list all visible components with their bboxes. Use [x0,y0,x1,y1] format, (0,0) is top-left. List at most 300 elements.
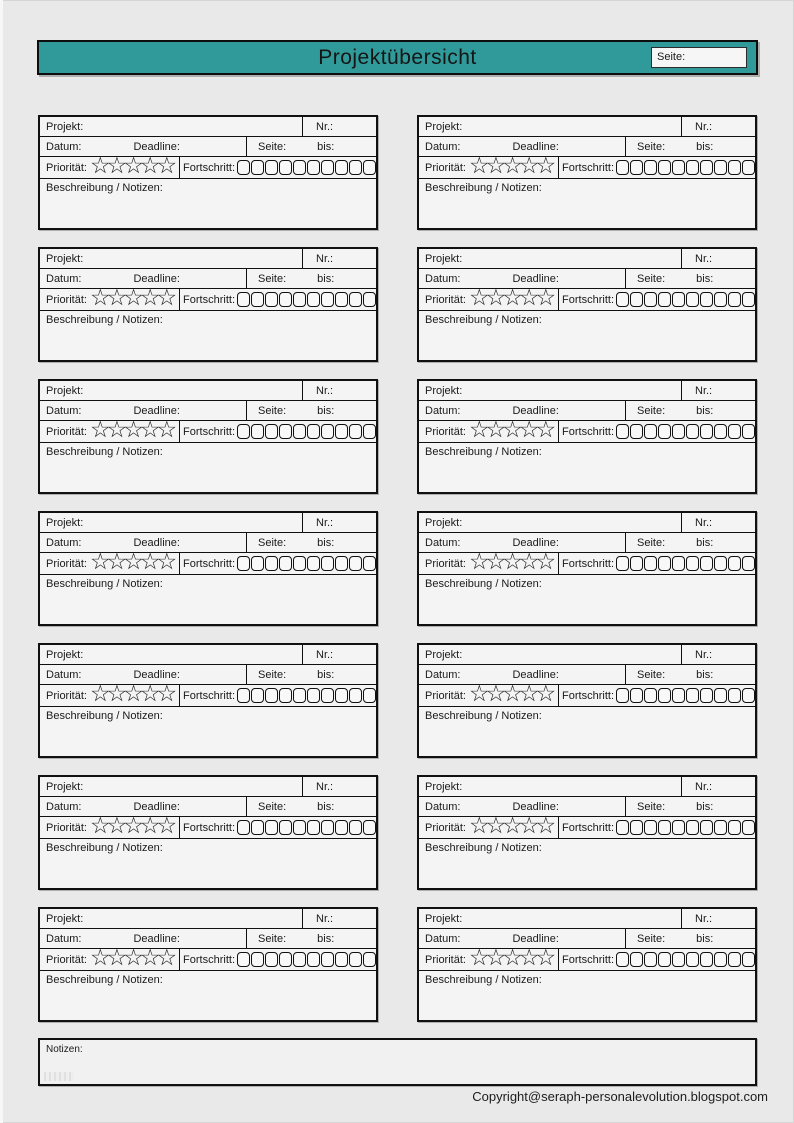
progress-checkbox [700,292,713,307]
bis-label: bis: [696,272,714,285]
progress-checkbox [714,688,727,703]
number-label: Nr.: [695,780,713,793]
card-row-dates [40,929,376,949]
priority-field [419,685,558,706]
card-row-dates [419,269,755,289]
date-deadline-field [40,137,246,156]
page-range-field [246,269,376,288]
progress-checkbox [658,688,671,703]
project-number-field [302,249,376,268]
progress-checkbox [335,556,348,571]
project-name-field [40,249,302,268]
progress-checkbox [265,292,278,307]
description-label: Beschreibung / Notizen: [46,314,163,326]
date-deadline-field [419,533,625,552]
seite-label: Seite: [637,404,666,417]
card-row-project [40,909,376,929]
number-label: Nr.: [316,384,334,397]
progress-label: Fortschritt: [183,953,235,966]
progress-checkbox [251,556,264,571]
progress-checkbox [672,820,685,835]
progress-checkbox [700,820,713,835]
project-name-field [40,645,302,664]
deadline-label: Deadline: [512,272,559,285]
date-label: Datum: [46,668,82,681]
progress-checkbox [279,424,292,439]
description-field [419,707,755,756]
progress-checkbox [700,160,713,175]
progress-checkbox [644,688,657,703]
card-row-dates [419,665,755,685]
date-deadline-field [419,929,625,948]
seite-label: Seite: [258,536,287,549]
page-number-label: Seite: [657,51,686,63]
progress-checkbox [349,952,362,967]
priority-field [40,289,179,310]
page-range-field [625,665,755,684]
card-row-project [419,645,755,665]
project-name-field [419,513,681,532]
progress-checkbox [293,820,306,835]
priority-label: Priorität: [46,161,87,174]
description-field [40,971,376,1020]
date-deadline-field [40,797,246,816]
card-row-dates [40,137,376,157]
description-label: Beschreibung / Notizen: [46,710,163,722]
priority-label: Priorität: [425,161,466,174]
progress-checkbox [644,160,657,175]
bis-label: bis: [696,404,714,417]
priority-field [419,157,558,178]
progress-checkbox [728,292,741,307]
project-name-field [419,249,681,268]
star-rating-icons: ☆☆☆☆☆ [468,553,553,574]
priority-label: Priorität: [425,821,466,834]
progress-checkbox [714,820,727,835]
project-label: Projekt: [46,516,84,529]
seite-label: Seite: [637,272,666,285]
star-rating-icons: ☆☆☆☆☆ [468,421,553,442]
progress-label: Fortschritt: [562,821,614,834]
priority-field [419,817,558,838]
date-deadline-field [419,401,625,420]
project-number-field [681,117,755,136]
card-row-priority-progress [419,553,755,575]
date-deadline-field [419,665,625,684]
priority-label: Priorität: [46,293,87,306]
progress-checkbox [335,424,348,439]
number-label: Nr.: [695,384,713,397]
progress-checkbox [686,556,699,571]
number-label: Nr.: [316,648,334,661]
card-row-priority-progress [419,157,755,179]
progress-checkboxes [616,952,755,967]
progress-checkbox [742,292,755,307]
project-name-field [40,381,302,400]
number-label: Nr.: [695,120,713,133]
project-label: Projekt: [425,912,463,925]
progress-checkbox [335,292,348,307]
progress-checkbox [321,556,334,571]
project-number-field [302,909,376,928]
progress-checkboxes [237,688,376,703]
progress-field [558,421,755,442]
progress-checkbox [307,292,320,307]
description-field [419,575,755,624]
priority-field [419,421,558,442]
bis-label: bis: [317,272,335,285]
number-label: Nr.: [695,516,713,529]
card-row-project [419,777,755,797]
progress-checkbox [363,952,376,967]
project-card [38,775,378,890]
progress-checkbox [265,688,278,703]
progress-checkbox [672,292,685,307]
progress-field [179,553,376,574]
card-row-project [419,249,755,269]
priority-label: Priorität: [46,953,87,966]
card-row-priority-progress [419,421,755,443]
progress-checkbox [321,160,334,175]
priority-label: Priorität: [425,293,466,306]
project-label: Projekt: [46,912,84,925]
priority-label: Priorität: [46,425,87,438]
progress-checkbox [658,556,671,571]
deadline-label: Deadline: [133,404,180,417]
card-row-project [40,117,376,137]
priority-field [40,817,179,838]
progress-checkbox [237,160,250,175]
progress-checkbox [644,952,657,967]
progress-checkbox [714,556,727,571]
progress-checkbox [349,292,362,307]
progress-checkbox [742,688,755,703]
progress-checkbox [307,160,320,175]
progress-checkboxes [616,292,755,307]
priority-field [419,553,558,574]
project-name-field [419,645,681,664]
number-label: Nr.: [316,516,334,529]
progress-checkbox [237,292,250,307]
bis-label: bis: [317,932,335,945]
progress-checkbox [321,424,334,439]
progress-checkbox [630,424,643,439]
progress-field [558,553,755,574]
progress-label: Fortschritt: [562,689,614,702]
project-number-field [681,777,755,796]
date-label: Datum: [425,800,461,813]
progress-checkbox [279,160,292,175]
page-range-field [246,665,376,684]
card-row-project [419,381,755,401]
progress-checkbox [630,292,643,307]
priority-label: Priorität: [425,425,466,438]
priority-field [40,685,179,706]
page-title: Projektübersicht [318,45,477,69]
deadline-label: Deadline: [512,668,559,681]
project-label: Projekt: [46,384,84,397]
progress-checkbox [630,160,643,175]
progress-checkbox [363,292,376,307]
deadline-label: Deadline: [512,536,559,549]
card-row-priority-progress [419,817,755,839]
card-row-project [40,381,376,401]
description-label: Beschreibung / Notizen: [425,578,542,590]
priority-field [40,949,179,970]
card-row-priority-progress [419,685,755,707]
description-field [419,179,755,228]
project-label: Projekt: [46,780,84,793]
notes-label: Notizen: [46,1044,83,1055]
progress-checkbox [307,424,320,439]
seite-label: Seite: [258,800,287,813]
progress-checkbox [616,556,629,571]
project-number-field [681,513,755,532]
progress-checkboxes [616,556,755,571]
card-row-project [40,513,376,533]
progress-checkbox [237,688,250,703]
number-label: Nr.: [695,252,713,265]
priority-label: Priorität: [46,557,87,570]
project-label: Projekt: [46,120,84,133]
progress-checkbox [728,820,741,835]
card-row-project [419,117,755,137]
priority-field [419,949,558,970]
card-row-priority-progress [419,949,755,971]
progress-checkbox [307,820,320,835]
progress-checkbox [630,952,643,967]
progress-checkbox [658,424,671,439]
seite-label: Seite: [637,932,666,945]
progress-checkbox [335,820,348,835]
progress-label: Fortschritt: [183,161,235,174]
progress-checkbox [630,688,643,703]
seite-label: Seite: [637,536,666,549]
date-label: Datum: [46,800,82,813]
seite-label: Seite: [637,800,666,813]
deadline-label: Deadline: [512,800,559,813]
progress-checkboxes [237,160,376,175]
description-field [40,707,376,756]
priority-field [40,421,179,442]
progress-checkbox [307,556,320,571]
progress-checkboxes [616,820,755,835]
progress-field [558,157,755,178]
progress-checkbox [644,424,657,439]
description-label: Beschreibung / Notizen: [425,842,542,854]
priority-field [40,157,179,178]
description-label: Beschreibung / Notizen: [425,710,542,722]
date-label: Datum: [46,932,82,945]
progress-checkbox [293,424,306,439]
progress-checkbox [363,424,376,439]
card-row-dates [419,533,755,553]
description-label: Beschreibung / Notizen: [425,314,542,326]
seite-label: Seite: [258,272,287,285]
priority-label: Priorität: [425,557,466,570]
bis-label: bis: [317,800,335,813]
progress-checkbox [279,688,292,703]
seite-label: Seite: [637,668,666,681]
date-label: Datum: [46,140,82,153]
deadline-label: Deadline: [133,536,180,549]
card-row-dates [419,401,755,421]
progress-checkboxes [616,160,755,175]
card-row-dates [419,797,755,817]
project-name-field [419,117,681,136]
notes-box [38,1038,757,1086]
project-card [38,511,378,626]
progress-checkbox [279,556,292,571]
description-label: Beschreibung / Notizen: [46,974,163,986]
date-deadline-field [40,533,246,552]
progress-checkbox [265,424,278,439]
project-card [417,907,757,1022]
bis-label: bis: [696,932,714,945]
progress-checkbox [672,952,685,967]
progress-checkbox [293,688,306,703]
card-row-project [40,645,376,665]
progress-checkbox [728,424,741,439]
progress-checkbox [672,688,685,703]
description-field [419,971,755,1020]
date-deadline-field [40,665,246,684]
date-label: Datum: [425,272,461,285]
progress-checkboxes [237,556,376,571]
number-label: Nr.: [695,648,713,661]
project-number-field [302,645,376,664]
priority-label: Priorität: [46,689,87,702]
star-rating-icons: ☆☆☆☆☆ [468,157,553,178]
project-card [417,643,757,758]
project-card [38,115,378,230]
project-number-field [681,381,755,400]
page-number-field [651,47,747,68]
description-label: Beschreibung / Notizen: [46,842,163,854]
progress-checkbox [279,292,292,307]
progress-checkbox [293,556,306,571]
description-field [419,311,755,360]
progress-label: Fortschritt: [562,161,614,174]
progress-checkbox [658,820,671,835]
project-name-field [419,909,681,928]
description-label: Beschreibung / Notizen: [46,446,163,458]
progress-checkbox [742,556,755,571]
description-label: Beschreibung / Notizen: [425,446,542,458]
progress-checkboxes [237,292,376,307]
progress-label: Fortschritt: [562,293,614,306]
project-card [417,511,757,626]
star-rating-icons: ☆☆☆☆☆ [89,553,174,574]
project-card [38,379,378,494]
star-rating-icons: ☆☆☆☆☆ [468,685,553,706]
description-label: Beschreibung / Notizen: [46,578,163,590]
deadline-label: Deadline: [133,800,180,813]
progress-label: Fortschritt: [562,557,614,570]
star-rating-icons: ☆☆☆☆☆ [89,289,174,310]
progress-field [558,289,755,310]
progress-field [179,949,376,970]
star-rating-icons: ☆☆☆☆☆ [89,949,174,970]
star-rating-icons: ☆☆☆☆☆ [468,817,553,838]
date-deadline-field [419,269,625,288]
progress-checkbox [686,820,699,835]
progress-checkbox [293,292,306,307]
card-row-priority-progress [40,289,376,311]
description-label: Beschreibung / Notizen: [46,182,163,194]
progress-checkbox [251,424,264,439]
progress-checkbox [686,424,699,439]
priority-label: Priorität: [46,821,87,834]
priority-field [40,553,179,574]
seite-label: Seite: [258,404,287,417]
progress-checkbox [349,424,362,439]
progress-checkbox [742,820,755,835]
description-field [419,839,755,888]
progress-checkbox [265,556,278,571]
project-card [417,775,757,890]
page-range-field [625,401,755,420]
progress-field [179,421,376,442]
date-label: Datum: [425,140,461,153]
progress-label: Fortschritt: [183,689,235,702]
number-label: Nr.: [316,252,334,265]
card-row-dates [419,137,755,157]
progress-label: Fortschritt: [562,953,614,966]
date-label: Datum: [425,932,461,945]
number-label: Nr.: [316,120,334,133]
progress-label: Fortschritt: [183,293,235,306]
page-range-field [625,269,755,288]
seite-label: Seite: [258,932,287,945]
progress-checkbox [237,424,250,439]
project-card [417,379,757,494]
progress-checkbox [686,292,699,307]
progress-checkbox [265,160,278,175]
project-number-field [302,381,376,400]
progress-checkbox [349,820,362,835]
project-number-field [681,909,755,928]
project-label: Projekt: [425,516,463,529]
page-range-field [625,533,755,552]
progress-field [179,817,376,838]
progress-checkbox [251,952,264,967]
date-deadline-field [40,401,246,420]
progress-field [179,289,376,310]
description-label: Beschreibung / Notizen: [425,182,542,194]
card-row-priority-progress [40,421,376,443]
bis-label: bis: [317,140,335,153]
seite-label: Seite: [637,140,666,153]
progress-field [558,949,755,970]
bis-label: bis: [696,140,714,153]
description-label: Beschreibung / Notizen: [425,974,542,986]
progress-checkbox [251,820,264,835]
progress-checkbox [293,160,306,175]
project-label: Projekt: [425,780,463,793]
faint-artifact [44,1072,74,1081]
progress-checkbox [630,820,643,835]
card-row-dates [419,929,755,949]
progress-checkbox [630,556,643,571]
card-row-project [419,513,755,533]
progress-checkbox [616,292,629,307]
progress-checkbox [700,424,713,439]
card-row-priority-progress [40,553,376,575]
progress-checkbox [349,688,362,703]
number-label: Nr.: [695,912,713,925]
project-label: Projekt: [46,252,84,265]
